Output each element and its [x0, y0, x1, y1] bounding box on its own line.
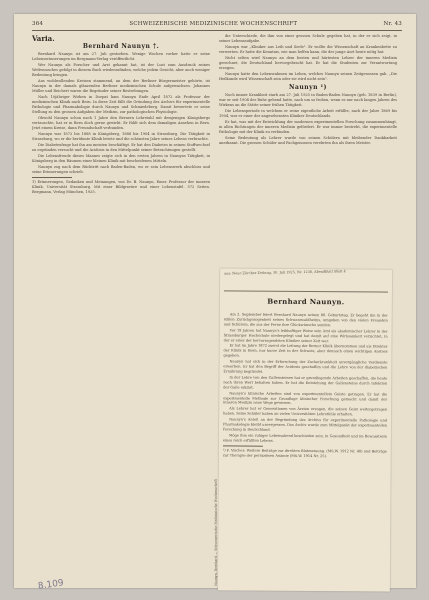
issue-number: Nr. 43	[383, 21, 402, 27]
footnote: ¹) F. Vischer: Weitere Beiträge zur direkten Blutmessung. (Mü.W. 1912 Nr. 40) und Beiträge zur Therapie der perniziösen Anämie (Mü.W. 1914 Nr. 25).	[222, 448, 387, 458]
paragraph: Die Diabetesfrage hat ihn am meisten beschäftigt. Er hat den Diabetes in seinen Stoffwechsel zu ergründen versucht und die Acidosis in den Mittelpunkt seiner Betrachtungen gestellt.	[32, 143, 210, 152]
paragraph: Seine Bedeutung als Lehrer wurde von seinen Schülern mit bleibender Dankbarkeit anerkannt. Die grossen Schüler und Fachgenossen verehrten ihn als ihren Meister.	[219, 136, 397, 145]
document-sheet	[14, 14, 416, 592]
section-title-naunyn: Naunyn ¹)	[288, 84, 327, 91]
paragraph: Naunyn war 1872 bis 1888 in Königsberg, 1888 bis 1904 in Strassburg. Die Tätigkeit in Strassburg, wo er die berühmte Klinik leitete und die schönsten Jahre seines Lebens verbrachte.	[32, 132, 210, 141]
paragraph: Naunyn war „Kliniker aus Leib und Seele". Er wollte die Wissenschaft an Krankenbette zu verwerten. Er hatte die Kenntnis, wie man helfen kann, die der junge Arzt heute nötig hat.	[219, 45, 397, 54]
paragraph: die Unterschiede, die ihm von einer grossen Schule gegeben hat, in der er sich zeigt, in seiner Lebensaufgabe.	[219, 34, 397, 43]
margin-note: Naunyn, Bernhard — Schweizerische Medizinische Wochenschrift	[214, 479, 218, 586]
paragraph: Naunyn's Anteil an der Begründung des Archivs für experimentelle Pathologie und Pharmakologie bleibt unvergessen. Das Archiv wurde zum Mittelpunkt der experimentellen Forschung in Deutschland.	[222, 417, 388, 432]
footnote-divider	[223, 445, 263, 446]
section-title: Varia.	[32, 34, 55, 43]
paragraph: Die Lebensperiode in welchem er seine eigentliche Arbeit erfüllte, nach der Jahre 1869 bis 1904, war er einer der angesehensten Kliniker Deutschlands.	[219, 109, 397, 118]
paragraph: Er hat im Jahre 1872 zuerst die Leitung der Berner Klinik übernommen und als Direktor der Klinik in Bern, nur kurze Zeit in der Schweiz, aber dennoch einen wichtigen Anstoss gegeben.	[223, 343, 388, 358]
paragraph: Naunyn hat sich in der Erforschung der Zuckerkrankheit unvergängliche Verdienste erworben. Er hat den Begriff der Acidosis geschaffen und die Lehre von der diabetischen Ernährung begründet.	[223, 359, 388, 374]
clipping-body	[222, 312, 388, 587]
paragraph: Naunyn zog nach dem Rücktritt nach Baden-Baden, wo er sein Lebenswerk abschloss und seine Erinnerungen schrieb.	[32, 165, 210, 174]
paragraph: Die Lebensfreude dieses Mannes zeigte sich in den ersten Jahren in Naunyns Tätigkeit, in Königsberg in den Räumen einer kleinen Klinik mit bescheidenen Mitteln.	[32, 154, 210, 163]
clipping-divider	[224, 290, 388, 292]
article-title: Bernhard Naunyn †.	[82, 43, 160, 50]
paragraph: Vor 19 Jahren hat Naunyn's leibhaftiger Weise sein Amt als akademischer Lehrer in der Strassburger Hochschule niedergelegt und hat damit auf eine Wirksamkeit verzichtet, in der er einer der hervorragendsten Kliniker seiner Zeit war.	[223, 328, 388, 343]
paragraph: Noch immer Krankheit starb am 27. Juli 1925 in Baden-Baden Naunyn (geb. 1839 in Berlin), war er seit 1904 der Ruhe gehend hatte, nach um so frohen, wenn es nur nach langen Jahren des Wirkens an die Stätte seiner frühen Tätigkeit.	[219, 93, 397, 107]
footnote: 1) Erinnerungen, Gedanken und Meinungen, von Dr. B. Naunyn, Emer. Professor der inneren Klinik, Universität Strassburg. Mit einer Bildgravüre und einer Lebenstafel. 572 Seiten. Bergmann, Verlag München, 1925.	[32, 180, 210, 194]
paragraph: Nicht selten wird Naunyn an dem besten und härtesten Lehrer der inneren Medizin gerechnet, die Deutschland hervorgebracht hat. Er hat die Studenten zur Verantwortung erzogen.	[219, 56, 397, 70]
newspaper-clipping	[218, 268, 392, 591]
paragraph: Am 2. September feiert Bernhard Naunyn seinen 80. Geburtstag. Er begeht ihn in der stillen Zurückgezogenheit seines Schwarzwaldheims, umgeben von den vielen Freunden und Schülern, die aus der Ferne ihre Glückwünsche senden.	[223, 312, 388, 327]
paragraph: Naunyn's klinische Arbeiten sind von experimentellem Geiste getragen. Er hat die experimentelle Methode zur Grundlage klinischer Forschung gemacht und damit der inneren Medizin neue Wege gewiesen.	[223, 391, 388, 406]
footnote-divider	[32, 177, 72, 178]
clipping-source: aus: Neue Zürcher Zeitung, 30. Juli 1925, Nr. 1238, Abendblatt Blatt 4	[224, 269, 346, 276]
journal-title: SCHWEIZERISCHE MEDIZINISCHE WOCHENSCHRIFT	[129, 21, 298, 27]
pencil-annotation: 8.109	[37, 578, 65, 592]
page-number: 364	[32, 21, 44, 27]
right-column	[219, 34, 397, 266]
paragraph: Wer Naunyn als Forscher und Arzt gekannt hat, ist der Lust zum Ausdruck seines Weltwunsches gefolgt in diesem Buch wiederzufinden, welche jedem Gesicht, aber auch weniger Bedeutung bringen.	[32, 63, 210, 77]
paragraph: Naunyn hatte den Lebensrahmen im Leben, welches Naunyn seinen Zeitgenossen gab. „Die Heilkunde wird Wissenschaft sein oder sie wird nicht sein".	[219, 72, 397, 81]
paragraph: Möge ihm ein ruhiger Lebensabend beschieden sein, in Gesundheit und im Bewusstsein eines reich erfüllten Lebens.	[222, 433, 387, 443]
paragraph: Obwohl Naunyn schon nach 1 Jahre den Bernern Lehrstuhl mit demjenigen Königsbergs vertauschte, hat er in Bern doch gerne gewirkt. Er fühlt sich dem damaligen Ansehen in Bern. Jetzt einem Kreise, dann Freundschaft verbunden.	[32, 116, 210, 130]
paragraph: Aus wohlwollenden Kreisen stammend, an dem der Berliner Bürgermeister gehörte, ist Naunyn in der damals glänzenden Berliner medizinischen Schule aufgewachsen. Johannes Müller und Reichert waren die Begründer seiner Bestrebungen.	[32, 79, 210, 93]
paragraph: Als Lehrer hat er Generationen von Ärzten erzogen, die seinen Geist weitergetragen haben. Seine Schüler haben an vielen Universitäten Lehrstühle erhalten.	[223, 406, 388, 417]
page-header	[32, 18, 402, 31]
paragraph: Er hat, was mit der Entwicklung der modernen experimentellen Forschung zusammenhängt, in allen Richtungen der inneren Medizin gefördert. Er war immer bestrebt, die experimentelle Pathologie mit der Klinik zu verbinden.	[219, 120, 397, 134]
left-column	[32, 34, 210, 582]
paragraph: In der Lehre von den Gallensteinen hat er grundlegende Arbeiten geschaffen, die heute noch ihren Wert behalten haben. Er hat die Entstehung der Gallensteine durch Infektion der Galle erklärt.	[223, 375, 388, 390]
paragraph: Nach 10jähriger Wirken in Dorpat kam Naunyn Ende April 1872 als Professor der medizinischen Klinik nach Bern. In diese Zeit fällt die Gründung des Archivs für experimentelle Pathologie und Pharmakologie durch Naunyn und Schmiedeberg. Damit bewertete er seine Stellung zu den grossen Aufgaben der Medizin, zur pathologischen Physiologie.	[32, 95, 210, 114]
paragraph: Bernhard Naunyn ist am 27. Juli gestorben. Wenige Wochen vorher hatte er seine Lebenserinnerungen im Bergmann-Verlag veröffentlicht.	[32, 52, 210, 61]
clipping-title: Bernhard Naunyn.	[267, 296, 345, 307]
